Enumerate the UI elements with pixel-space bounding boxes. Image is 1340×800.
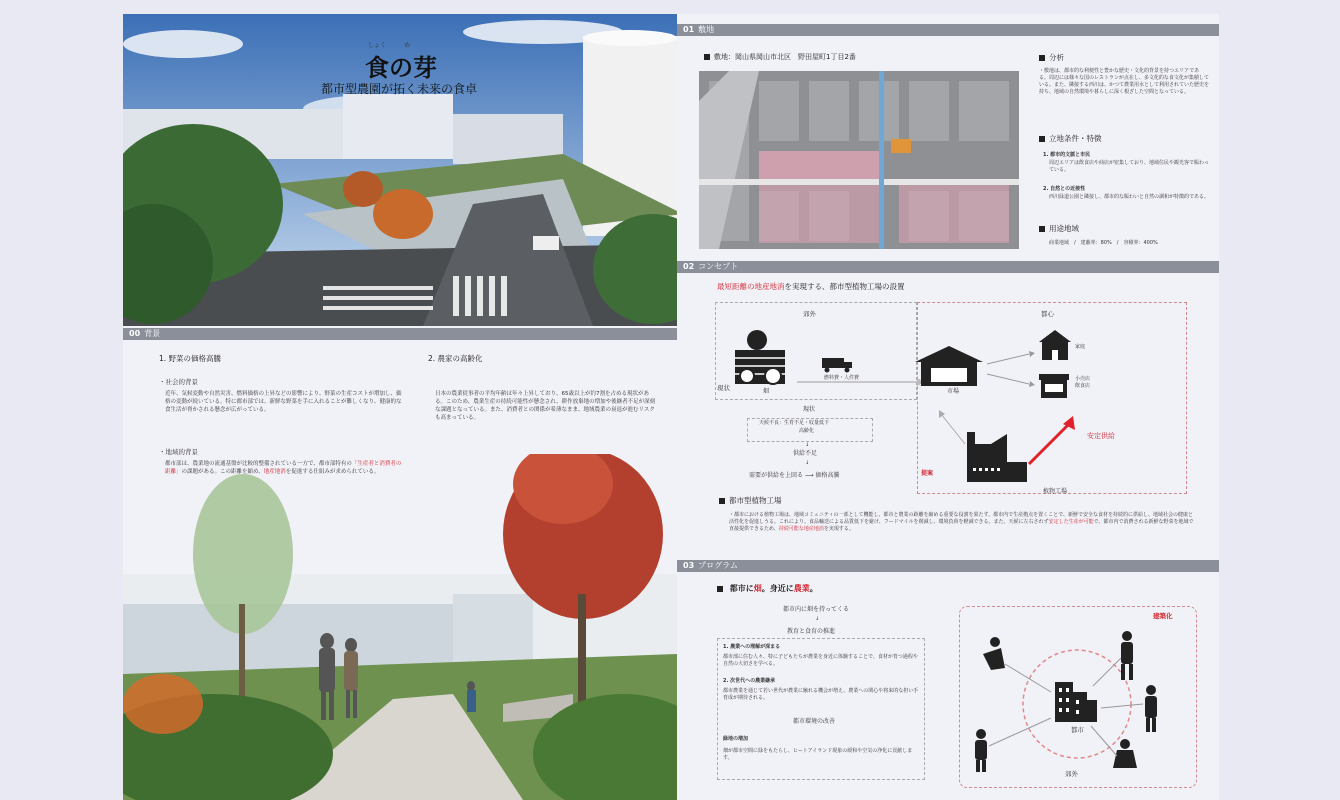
people-diagram xyxy=(961,608,1193,784)
flow-result: 需要が供給を上回る ⟶ 価格高騰 xyxy=(749,472,840,479)
building-icon xyxy=(1055,682,1097,722)
shop-icon xyxy=(1039,374,1069,398)
cond1-body: 周辺エリアは飲食店や商店が密集しており、地域住民や観光客で賑わっている。 xyxy=(1049,160,1209,173)
arrow-down: ↓ xyxy=(815,616,820,622)
section-number: 00 xyxy=(129,329,141,338)
section-number: 03 xyxy=(683,561,695,570)
col1-body2a: 都市部は、農業地の流通基盤が比較的整備されている一方で、都市部特有の xyxy=(165,461,352,467)
program-title-c: 。 xyxy=(809,584,818,593)
section-label: プログラム xyxy=(698,561,739,570)
stable-supply-label: 安定供給 xyxy=(1087,432,1115,440)
center-label: 都心 xyxy=(1041,310,1054,318)
section-label: 敷地 xyxy=(698,25,715,34)
col1-body2b: の課題がある。この距離を縮め、 xyxy=(181,469,264,475)
arrow-down: ↓ xyxy=(805,460,810,466)
page-title: 食の芽 xyxy=(365,53,437,82)
flow-demand: 需要が供給を上回る xyxy=(749,472,804,479)
architecture-label: 建築化 xyxy=(1153,612,1173,620)
col1-body2-red2: 地産地消 xyxy=(263,469,286,475)
program-flow-2: 教育と食育の推進 xyxy=(787,628,836,635)
analysis-body: ・敷地は、都市的な利便性と豊かな歴史・文化的背景を持つエリアである。周辺には様々な国のレストランが点在し、多文化的な食文化が集積している。また、隣接する西川は、かつて農業用水として利用されていた歴史を持ち、地域の自然環境や暮らしに深く根ざした空間となっている。 xyxy=(1039,68,1210,95)
cond2-head: 2. 自然との近接性 xyxy=(1043,186,1086,192)
program-title-red1: 畑 xyxy=(753,584,762,593)
flow-price: 価格高騰 xyxy=(815,472,840,479)
plant-red-2: 持続可能な地産地消 xyxy=(778,526,824,532)
program-title xyxy=(717,584,818,594)
benefit-3-body: 畑が都市空間に緑をもたらし、ヒートアイランド現象の緩和や空気の浄化に貢献します。 xyxy=(723,748,913,761)
analysis-title: 分析 xyxy=(1039,53,1064,63)
home-icon xyxy=(1039,330,1071,360)
benefit-2-body: 都市農業を通じて若い世代が農業に触れる機会が増え、農業への関心や将来的な担い手育成が期待される。 xyxy=(723,688,919,701)
market-label: 市場 xyxy=(947,388,960,395)
title-ruby: しょく め xyxy=(368,42,411,49)
right-page xyxy=(677,14,1219,800)
program-title-red2: 農業 xyxy=(793,584,810,593)
shop-label-1: 小売店 xyxy=(1075,376,1091,382)
program-title-a: 都市に xyxy=(729,584,754,593)
section-number: 02 xyxy=(683,262,695,271)
program-flow-3: 都市環境の改善 xyxy=(793,718,836,725)
home-label: 家庭 xyxy=(1075,344,1086,350)
benefit-1-body: 都市部に住む人々、特に子どもたちが農業を身近に体験することで、食材が育つ過程や自然の大切さを学べる。 xyxy=(723,654,918,667)
city-label: 都市 xyxy=(1071,726,1084,734)
cond1-head: 1. 都市的文脈と市民 xyxy=(1043,152,1091,158)
concept-rest: を実現する、都市型植物工場の設置 xyxy=(784,282,905,291)
plant-title: 都市型植物工場 xyxy=(719,496,782,506)
benefit-3-head: 緑地の増加 xyxy=(723,736,749,742)
col2-heading: 2. 農家の高齢化 xyxy=(428,354,483,363)
zone-title: 用途地域 xyxy=(1039,224,1079,234)
zone-body: 商業地域 / 建蔽率：80% / 容積率：400% xyxy=(1049,240,1158,246)
genjo-label: 現状 xyxy=(717,384,730,392)
flow-cause-2: 高齢化 xyxy=(799,428,815,434)
col1-sub1: ・社会的背景 xyxy=(159,378,198,386)
fuel-label: 燃料費・人件費 xyxy=(824,375,860,381)
plant-body-a: ・都市における植物工場は、地域コミュニティの一部として機能し、都市と農業の距離を縮める重要な役割を果たす。都市内で生産拠点を置くことで、新鮮で安全な食材を持続的に供給し、地域社会の健康と活性化を促進しうる。これにより、食品輸送による品質低下を避け、フードマイルを削減し、環境負荷を軽減できる。また、天候に左右されず xyxy=(729,512,1194,525)
site-map xyxy=(699,71,1019,249)
factory-label: 植物工場 xyxy=(1043,488,1068,495)
market-icon xyxy=(915,346,983,386)
col1-heading: 1. 野菜の価格高騰 xyxy=(159,354,222,363)
section-label: コンセプト xyxy=(698,262,739,271)
benefit-1-head: 1. 農業への理解が深まる xyxy=(723,644,781,650)
col2-body: 日本の農業従事者の平均年齢は年々上昇しており、65歳以上が約7割を占める現状がある。このため、農業生産の持続可能性が懸念され、耕作放棄地の増加や後継者不足が深刻な課題となっている。また、消費者との関係が希薄なまま、地域農業の衰退が進むリスクも高まっている。 xyxy=(435,391,656,421)
concept-statement xyxy=(717,282,905,292)
proposal-label: 提案 xyxy=(921,470,934,477)
col1-body1: 近年、気候変動や自然災害、燃料価格の上昇などの影響により、野菜の生産コストが増加し、価格の変動が続いている。特に都市部では、新鮮な野菜を手に入れることが難しくなり、健康的な食生活が脅かされる懸念が広がっている。 xyxy=(165,391,402,413)
shop-label-2: 飲食店 xyxy=(1075,383,1091,389)
section-header-02 xyxy=(677,261,1219,273)
flow-shortage: 供給不足 xyxy=(793,450,818,457)
site-label: 敷地：岡山県岡山市北区 野田屋町1丁目2番 xyxy=(704,52,856,62)
cond2-body: 西川緑道公園と隣接し、都市的な賑わいと自然の調和が特徴的である。 xyxy=(1049,194,1210,200)
section-header-01 xyxy=(677,24,1219,36)
flow-cause-1: 天候不良：生育不足・収量低下 xyxy=(759,420,830,426)
field-icon xyxy=(735,330,785,384)
flow-title: 現状 xyxy=(803,406,816,413)
plant-body-c: を実現する。 xyxy=(823,526,854,532)
concept-red: 最短距離の地産地消 xyxy=(717,282,785,291)
col1-body2-red: 「生産者と消費者の距離」 xyxy=(165,461,402,475)
section-label: 背景 xyxy=(144,329,161,338)
field-label: 畑 xyxy=(763,388,770,395)
page-subtitle: 都市型農園が拓く未来の食卓 xyxy=(321,82,478,96)
suburb-label-2: 郊外 xyxy=(1065,770,1078,778)
plant-red-1: 安定した生産が可能 xyxy=(1048,519,1094,525)
section-number: 01 xyxy=(683,25,695,34)
col1-body2c: を促進する仕組みが求められている。 xyxy=(285,469,380,475)
suburb-label: 郊外 xyxy=(803,310,816,318)
program-flow-1: 都市内に畑を持ってくる xyxy=(783,606,850,613)
factory-icon xyxy=(967,432,1027,482)
arrow-down: ↓ xyxy=(805,442,810,448)
plant-body-b: で、都市内で消費される新鮮な野菜を地域で直接提供できるため、 xyxy=(729,519,1194,532)
street-rendering xyxy=(123,454,677,800)
conditions-title: 立地条件・特徴 xyxy=(1039,134,1102,144)
plant-body xyxy=(729,512,1195,533)
col1-sub2: ・地域的背景 xyxy=(159,448,198,456)
program-title-b: 。身近に xyxy=(761,584,794,593)
section-header-00 xyxy=(123,328,677,340)
benefit-2-head: 2. 次世代への農業継承 xyxy=(723,678,776,684)
left-page xyxy=(123,14,677,800)
section-header-03 xyxy=(677,560,1219,572)
truck-icon xyxy=(822,358,852,373)
